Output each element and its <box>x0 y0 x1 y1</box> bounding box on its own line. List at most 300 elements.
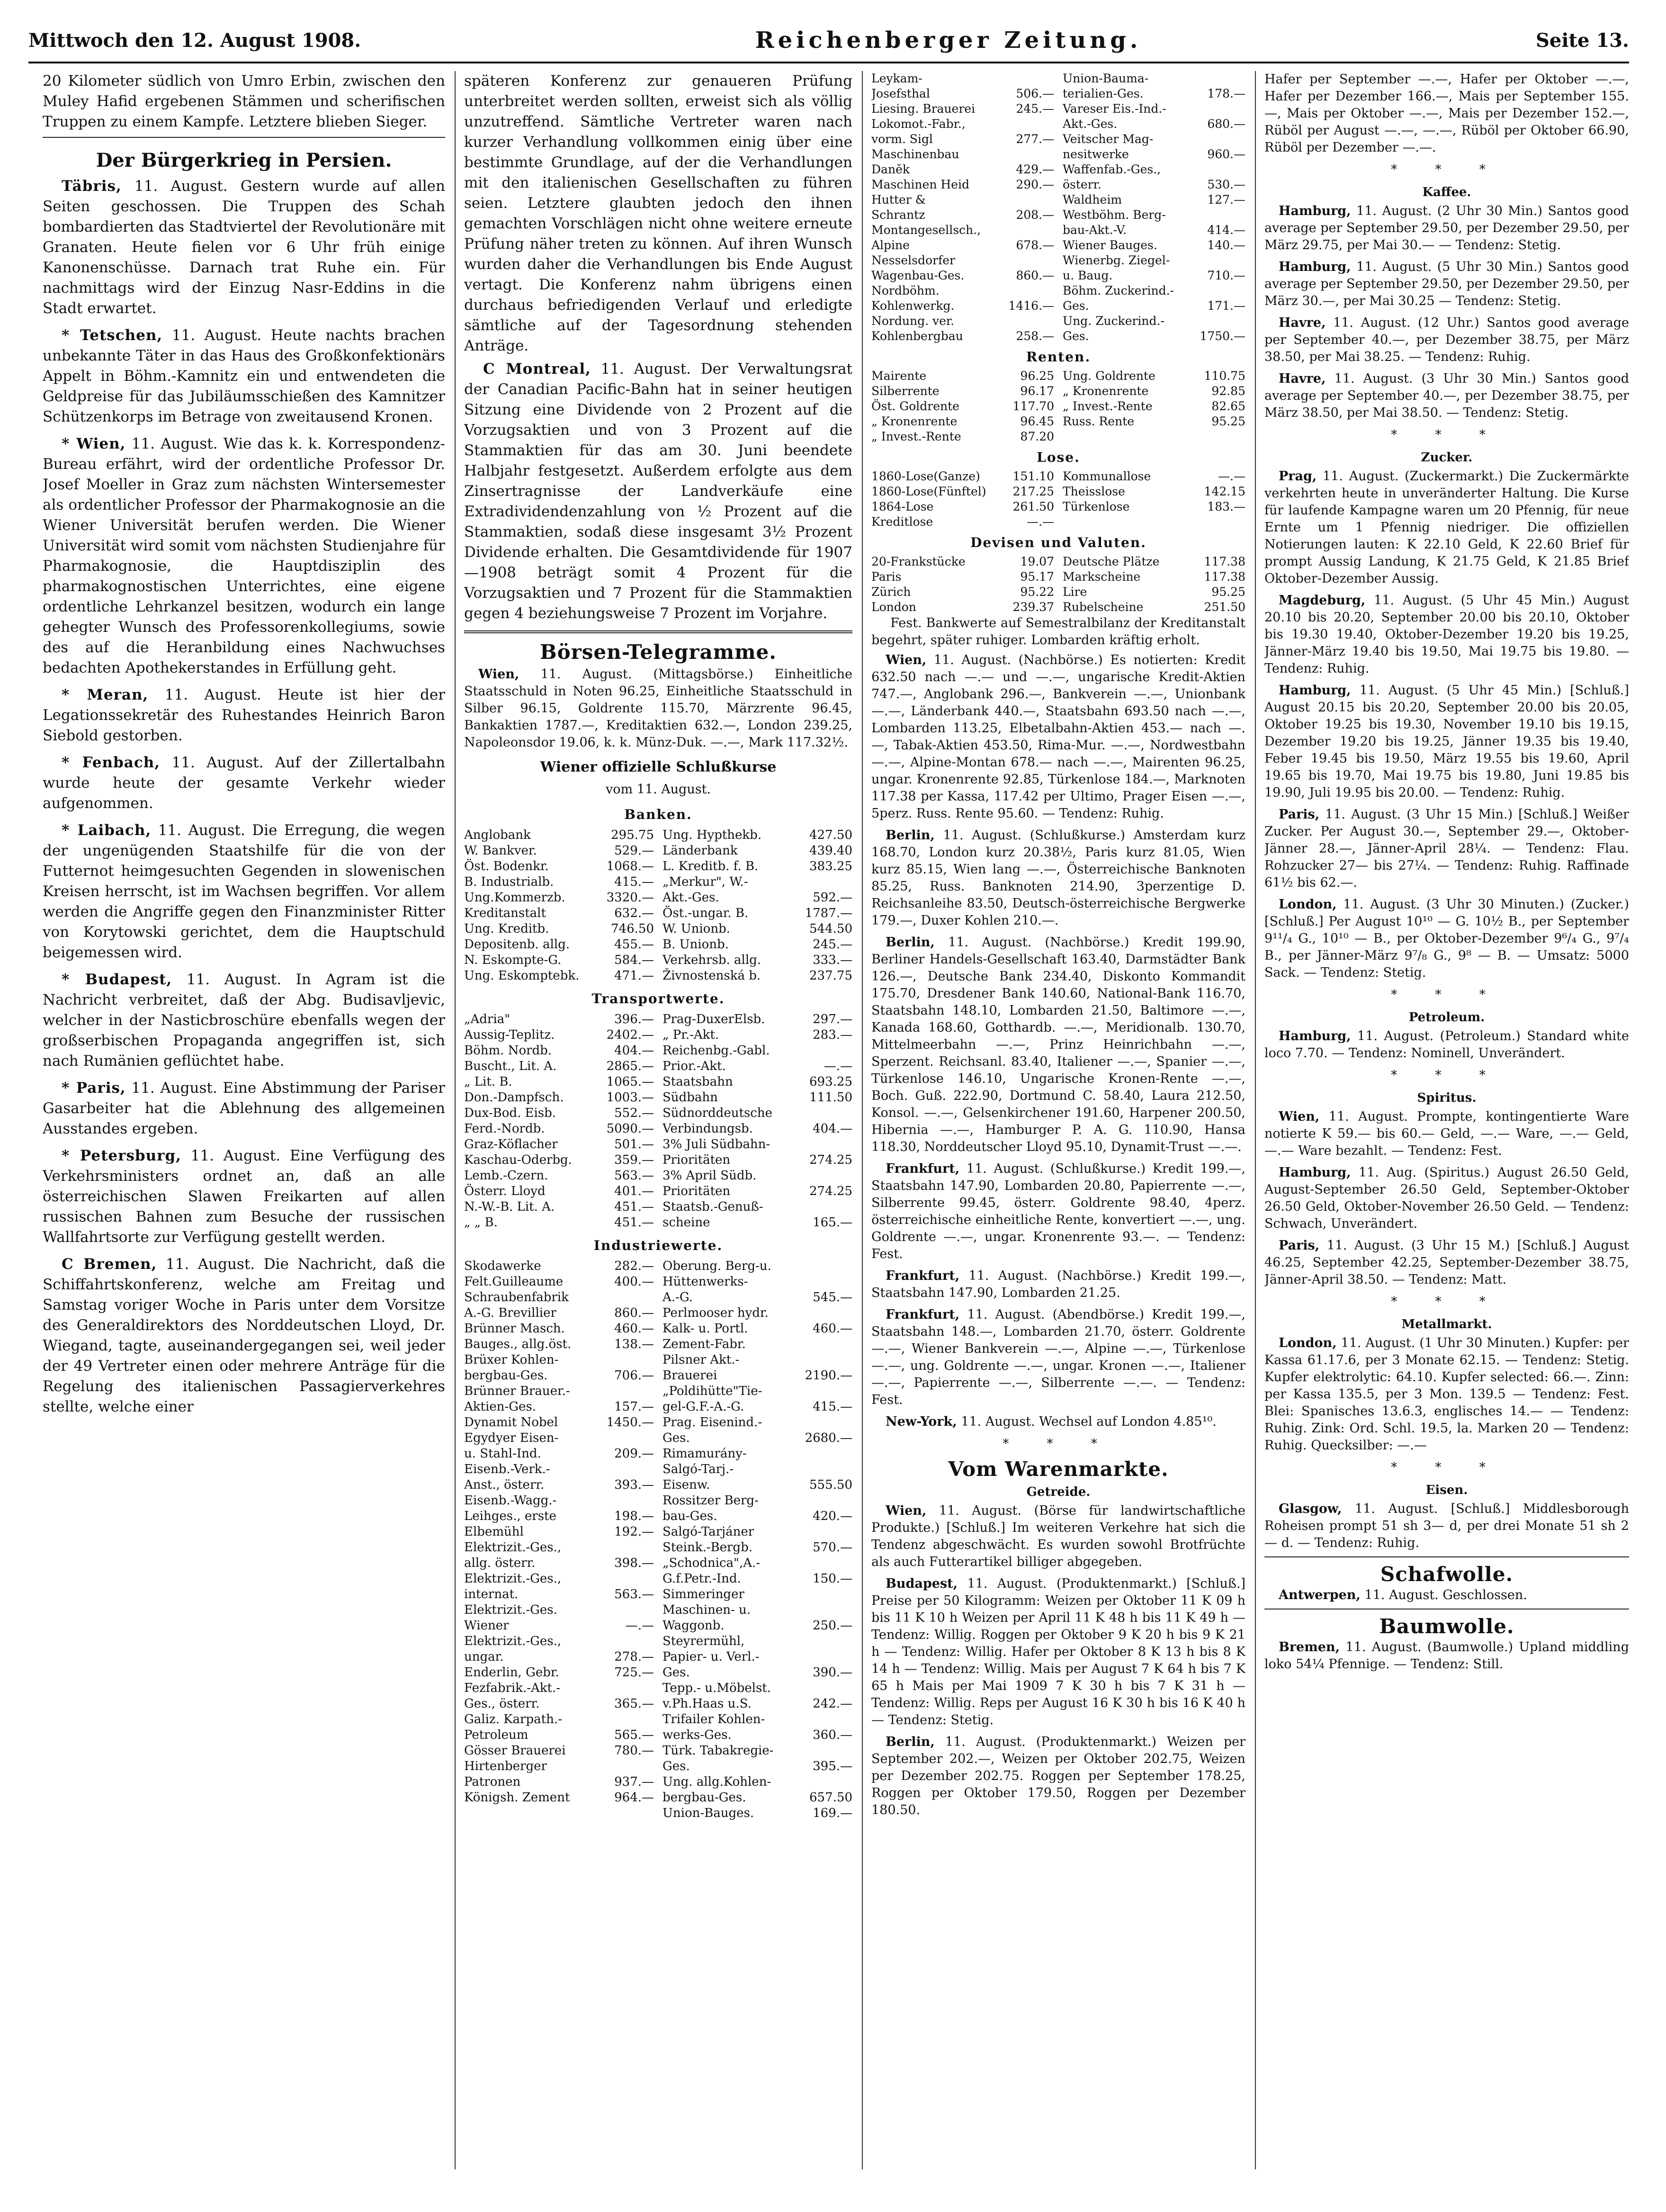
row-name: Ung. allg.Kohlen- <box>663 1775 771 1789</box>
row-name: Anst., österr. <box>464 1478 545 1492</box>
table-row <box>871 117 1054 132</box>
table-row <box>663 1618 852 1634</box>
row-value: 198.— <box>614 1509 654 1523</box>
divider <box>43 137 445 138</box>
report-text: 11. August. (5 Uhr 45 Min.) August 20.10 bis 20.20, September 20.00 bis 20.10, Oktober bis 19.30 19.40, Oktober-Dezember 19.20 bis 19.25, Jänner-März 19.40 bis 19.50, Mai 19.75 bis 19.80. — Tendenz: Ruhig. <box>1264 593 1629 676</box>
row-value: 365.— <box>614 1697 654 1711</box>
market-report <box>1264 1237 1629 1288</box>
row-name: Perlmooser hydr. <box>663 1306 769 1320</box>
row-name: G.f.Petr.-Ind. <box>663 1572 741 1586</box>
row-name: v.Ph.Haas u.S. <box>663 1697 752 1711</box>
row-value <box>850 1043 852 1059</box>
table-section: Devisen und Valuten. <box>970 535 1146 550</box>
row-name: terialien-Ges. <box>1063 87 1144 100</box>
table-row <box>464 859 654 874</box>
table-row <box>464 1415 654 1430</box>
row-value: 529.— <box>614 844 654 858</box>
row-value <box>651 1384 654 1399</box>
row-name: 3% Juli Südbahn- <box>663 1137 770 1151</box>
row-value: 545.— <box>813 1290 852 1304</box>
divider <box>1264 1609 1629 1610</box>
table-row <box>663 1446 852 1462</box>
table-row <box>464 1571 654 1587</box>
row-name: London <box>871 600 916 614</box>
table-row <box>871 283 1054 298</box>
row-value: 404.— <box>813 1122 852 1136</box>
market-reports <box>871 652 1245 1430</box>
table-row <box>871 399 1054 414</box>
row-name: Daněk <box>871 162 910 176</box>
row-name: Lemb.-Czern. <box>464 1169 548 1183</box>
row-value: 420.— <box>813 1509 852 1523</box>
row-name: Papier- u. Verl.- <box>663 1650 760 1664</box>
table-row <box>464 1462 654 1477</box>
table-row <box>464 890 654 906</box>
row-value <box>651 1462 654 1477</box>
row-value: 96.17 <box>1020 384 1054 398</box>
report-place: C Bremen, <box>62 1256 157 1273</box>
row-value: 746.50 <box>611 922 654 936</box>
row-value <box>651 1571 654 1587</box>
section-heading: Schafwolle. <box>1380 1563 1514 1586</box>
row-value: 87.20 <box>1020 430 1054 443</box>
row-value <box>1051 223 1054 238</box>
row-name: Silberrente <box>871 384 940 398</box>
report-text: 11. August. (Zuckermarkt.) Die Zuckermärkte verkehrten heute in unveränderter Haltung. Die Kurse für laufende Kampagne waren um 20 Pfennig, für neue Ernte um 1 Pfennig niedriger. Die offiziellen Notierungen lauten: K 22.10 Geld, K 22.60 Brief für prompt Aussig Landung, K 21.75 Geld, K 21.85 Brief Oktober-Dezember Aussig. <box>1264 469 1629 586</box>
column-rule <box>862 71 863 2169</box>
row-name: „ „ B. <box>464 1215 498 1230</box>
table-row <box>871 369 1054 384</box>
row-name: Türk. Tabakregie- <box>663 1744 774 1758</box>
row-name: Brünner Masch. <box>464 1322 565 1336</box>
row-name: „Poldihütte"Tie- <box>663 1384 762 1398</box>
row-name: „ Kronenrente <box>1063 384 1149 398</box>
table-row <box>663 1743 852 1759</box>
table-row <box>1063 314 1245 329</box>
row-value: 5090.— <box>606 1122 654 1136</box>
table-row <box>871 177 1054 192</box>
table-row <box>663 921 852 937</box>
table-row <box>1063 399 1245 414</box>
separator-stars: * * * <box>1391 428 1503 442</box>
report-place: * Paris, <box>62 1079 126 1097</box>
report-text: 11. August. (Nachbörse.) Kredit 199.—, Staatsbahn 147.90, Lombarden 21.25. <box>871 1268 1245 1300</box>
row-name: Prag. Eisenind.- <box>663 1415 762 1430</box>
row-name: Staatsb.-Genuß- <box>663 1200 763 1214</box>
row-value: 451.— <box>614 1215 654 1230</box>
row-value: 860.— <box>1016 269 1054 282</box>
report-place: Hamburg, <box>1279 1029 1351 1043</box>
table-row <box>663 1524 852 1540</box>
table-row <box>464 1774 654 1790</box>
table-row <box>464 1199 654 1215</box>
table-row <box>1063 71 1245 86</box>
row-value: 217.25 <box>1012 485 1054 498</box>
row-name: Waldheim <box>1063 193 1122 207</box>
table-row <box>871 253 1054 268</box>
row-value: 274.25 <box>809 1153 852 1167</box>
table-row <box>464 1384 654 1399</box>
row-name: Elbemühl <box>464 1525 524 1539</box>
subsection-heading: Getreide. <box>1026 1485 1091 1499</box>
report-place: Wien, <box>478 667 520 682</box>
row-name: Tepp.- u.Möbelst. <box>663 1681 771 1695</box>
table-row <box>663 968 852 984</box>
report-text: 11. August. Heute nachts brachen unbekannte Täter in das Haus des Großkonfektionärs Appelt in Böhm.-Kamnitz ein und entwendeten die Geldpreise für das Jubiläumsschießen des Kamnitzer Schützenkorps im Betrage von zweitausend Kronen. <box>43 327 445 425</box>
table-row <box>663 906 852 921</box>
row-value: 555.50 <box>809 1478 852 1492</box>
row-value <box>1243 207 1245 223</box>
table-row <box>871 329 1054 344</box>
row-value: 1416.— <box>1008 299 1054 313</box>
report-text: 11. August. Geschlossen. <box>1364 1588 1527 1602</box>
market-report <box>43 753 445 814</box>
market-report <box>464 666 852 751</box>
row-name: Hutter & <box>871 193 926 207</box>
row-name: Maschinen- u. <box>663 1603 751 1617</box>
row-value <box>850 1712 852 1727</box>
table-row <box>1063 600 1245 615</box>
table-row <box>464 1430 654 1446</box>
table-heading: Wiener offizielle Schlußkurse <box>540 759 777 775</box>
row-name: Kalk- u. Portl. <box>663 1322 748 1336</box>
row-name: Paris <box>871 570 902 584</box>
separator-stars: * * * <box>1391 1295 1503 1309</box>
table-row <box>871 469 1054 484</box>
table-row <box>464 1524 654 1540</box>
row-value: 333.— <box>813 953 852 967</box>
row-value <box>651 1352 654 1368</box>
report-text: 11. Aug. (Spiritus.) August 26.50 Geld, August-September 26.50 Geld, September-Oktober 26.50 Geld, Oktober-November 26.50 Geld. — Tendenz: Schwach, Unverändert. <box>1264 1165 1629 1231</box>
row-name: „ Pr.-Akt. <box>663 1028 719 1042</box>
market-report <box>1264 1501 1629 1552</box>
table-row <box>464 827 654 843</box>
row-value <box>850 1274 852 1290</box>
row-name: 1860-Lose(Ganze) <box>871 469 980 483</box>
subsection-heading: Spiritus. <box>1417 1091 1477 1105</box>
row-value: 171.— <box>1207 299 1245 313</box>
report-place: * Budapest, <box>62 971 172 988</box>
row-value <box>850 1602 852 1618</box>
table-row <box>1063 132 1245 147</box>
row-name: 1860-Lose(Fünftel) <box>871 485 986 498</box>
row-name: nesitwerke <box>1063 147 1129 161</box>
report-place: London, <box>1279 1336 1337 1350</box>
table-row <box>1063 414 1245 429</box>
table-row <box>871 600 1054 615</box>
table-row <box>663 843 852 859</box>
table-row <box>663 1571 852 1587</box>
row-value: 455.— <box>614 937 654 952</box>
row-value: 2190.— <box>805 1368 852 1383</box>
row-name: Reichenbg.-Gabl. <box>663 1043 770 1058</box>
row-value <box>1243 162 1245 177</box>
row-name: Öst. Goldrente <box>871 399 959 413</box>
row-value: 127.— <box>1207 193 1245 207</box>
report-text: 11. August. Wechsel auf London 4.85¹⁰. <box>961 1414 1217 1429</box>
row-name: Elektrizit.-Ges. <box>464 1603 557 1617</box>
row-name: A.-G. <box>663 1290 693 1304</box>
row-name: Anglobank <box>464 828 531 842</box>
table-row <box>871 101 1054 117</box>
table-row <box>663 1043 852 1059</box>
row-name: Simmeringer <box>663 1587 744 1601</box>
report-place: New-York, <box>886 1414 957 1429</box>
row-name: Skodawerke <box>464 1259 541 1273</box>
row-name: ungar. <box>464 1650 504 1664</box>
row-value <box>850 1137 852 1152</box>
row-value <box>850 1524 852 1540</box>
row-name: Petroleum <box>464 1728 528 1742</box>
report-text: 11. August. (Abendbörse.) Kredit 199.—, Staatsbahn 148.—, Lombarden 21.70, österr. Goldrente —.—, Wiener Bankverein —.—, Alpine —.—, Türkenlose —.—, ung. Goldrente —.—, ungar. Kronen —.—, Italiener —.—, Papierrente —.—, Silberrente —.—. — Tendenz: Fest. <box>871 1307 1245 1407</box>
table-row <box>871 384 1054 399</box>
table-row <box>464 1027 654 1043</box>
table-row <box>871 147 1054 162</box>
column-rule <box>1255 71 1256 2169</box>
row-name: Kohlenbergbau <box>871 329 963 343</box>
row-name: A.-G. Brevillier <box>464 1306 556 1320</box>
row-value: 393.— <box>614 1478 654 1492</box>
row-name: Brüxer Kohlen- <box>464 1353 559 1367</box>
table-row <box>663 1509 852 1524</box>
market-report <box>43 1146 445 1248</box>
row-name: Bauges., allg.öst. <box>464 1337 572 1351</box>
row-value: 678.— <box>1016 238 1054 252</box>
table-row <box>1063 329 1245 344</box>
row-name: Alpine <box>871 238 910 252</box>
table-row <box>464 1634 654 1649</box>
row-value <box>850 1305 852 1321</box>
row-name: Maschinen Heid <box>871 178 969 191</box>
table-row <box>663 1305 852 1321</box>
row-name: Leykam- <box>871 72 923 85</box>
row-value: 165.— <box>813 1215 852 1230</box>
market-report <box>1264 259 1629 310</box>
report-place: Prag, <box>1279 469 1317 484</box>
row-name: Russ. Rente <box>1063 414 1135 428</box>
market-report <box>1264 896 1629 981</box>
report-text: 11. August. (12 Uhr.) Santos good average per September 40.—, per Dezember 38.75, per März 38.50, per Mai 38.25. — Tendenz: Ruhig. <box>1264 315 1629 364</box>
row-name: Kreditanstalt <box>464 906 546 920</box>
row-value: 414.— <box>1207 223 1245 237</box>
row-name: Steink.-Bergb. <box>663 1540 752 1555</box>
table-row <box>464 1274 654 1290</box>
table-row <box>464 1168 654 1184</box>
row-value: 383.25 <box>809 859 852 873</box>
row-value: 297.— <box>813 1012 852 1026</box>
table-row <box>464 1509 654 1524</box>
row-name: B. Industrialb. <box>464 875 554 889</box>
row-name: Hüttenwerks- <box>663 1275 748 1289</box>
table-row <box>871 223 1054 238</box>
row-name: Fezfabrik.-Akt.- <box>464 1681 561 1695</box>
row-value <box>1243 314 1245 329</box>
report-place: Hamburg, <box>1279 683 1351 698</box>
table-row <box>464 968 654 984</box>
row-value <box>1243 71 1245 86</box>
column-rule <box>455 71 456 2169</box>
table-row <box>663 1106 852 1121</box>
row-value: —.— <box>824 1059 852 1073</box>
row-name: Böhm. Nordb. <box>464 1043 552 1058</box>
row-name: Türkenlose <box>1063 500 1130 513</box>
table-row <box>464 1649 654 1665</box>
row-name: Rimamurány- <box>663 1447 747 1461</box>
row-name: Ung.Kommerzb. <box>464 890 565 905</box>
table-row <box>464 1493 654 1509</box>
row-value <box>850 1199 852 1215</box>
row-name: Wagenbau-Ges. <box>871 269 965 282</box>
table-row <box>464 1602 654 1618</box>
row-value: 140.— <box>1207 238 1245 252</box>
market-report <box>1264 682 1629 801</box>
table-row <box>663 1027 852 1043</box>
row-value <box>1243 101 1245 117</box>
report-text: 11. August. (Produktenmarkt.) [Schluß.] Preise per 50 Kilogramm: Weizen per Oktober 11 K 09 h bis 11 K 10 h Weizen per April 11 K 48 h bis 11 K 49 h — Tendenz: Willig. Roggen per Oktober 9 K 20 h bis 9 K 21 h — Tendenz: Willig. Hafer per Oktober 8 K 13 h bis 8 K 14 h — Tendenz: Willig. Mais per August 7 K 64 h bis 7 K 65 h Mais per Mai 1909 7 K 30 h bis 7 K 31 h — Tendenz: Willig. Reps per August 16 K 30 h bis 16 K 40 h — Tendenz: Stetig. <box>871 1576 1245 1727</box>
row-name: u. Stahl-Ind. <box>464 1447 541 1461</box>
row-value: 710.— <box>1207 269 1245 282</box>
table-row <box>663 1215 852 1231</box>
row-value: 245.— <box>1016 102 1054 116</box>
row-name: Dux-Bod. Eisb. <box>464 1106 556 1120</box>
row-name: Elektrizit.-Ges., <box>464 1634 562 1648</box>
report-text: 11. August. (3 Uhr 15 Min.) [Schluß.] Weißer Zucker. Per August 30.—, September 29.—, Oktober-Jänner 28.—, Jänner-April 28¼. — Tendenz: Flau. Rohzucker 27— bis 27¼. — Tendenz: Ruhig. Raffinade 61½ bis 62.—. <box>1264 807 1629 890</box>
table-row <box>1063 484 1245 499</box>
row-value: 390.— <box>813 1665 852 1680</box>
table-row <box>464 1121 654 1137</box>
row-name: Pilsner Akt.- <box>663 1353 740 1367</box>
table-row <box>464 1556 654 1571</box>
row-value <box>850 1384 852 1399</box>
row-value: 95.17 <box>1020 570 1054 584</box>
row-name: Südnorddeutsche <box>663 1106 772 1120</box>
row-value <box>1243 283 1245 298</box>
report-place: * Wien, <box>62 435 126 452</box>
table-row <box>1063 569 1245 584</box>
row-name: „ Invest.-Rente <box>871 430 961 443</box>
report-place: * Petersburg, <box>62 1147 181 1164</box>
row-value: 258.— <box>1016 329 1054 343</box>
row-name: Salgó-Tarj.- <box>663 1462 734 1476</box>
row-value: 239.37 <box>1012 600 1054 614</box>
report-place: Antwerpen, <box>1279 1588 1361 1602</box>
row-value: 183.— <box>1207 500 1245 513</box>
row-value: 570.— <box>813 1540 852 1555</box>
row-value <box>1243 132 1245 147</box>
table-row <box>663 1712 852 1727</box>
table-row <box>464 1290 654 1305</box>
table-row <box>464 1043 654 1059</box>
row-value: 937.— <box>614 1775 654 1789</box>
row-value: 1750.— <box>1200 329 1245 343</box>
row-name: vorm. Sigl <box>871 132 933 146</box>
row-value <box>1051 283 1054 298</box>
table-row <box>663 1727 852 1743</box>
row-name: Salgó-Tarjáner <box>663 1525 754 1539</box>
row-name: österr. <box>1063 178 1102 191</box>
report-place: Havre, <box>1279 371 1326 386</box>
article-continuation: späteren Konferenz zur genaueren Prüfung unterbreitet werden sollten, erweist sich als völlig unzutreffend. Sämtliche Vertreter waren nach kurzer Verhandlung vollkommen einig über eine bestimmte Grundlage, auf der die Verhandlungen mit den italienischen Gesellschaften zu führen seien. Letztere glaubten jedoch den ihnen gemachten Vorschlägen nicht ohne weitere erneute Prüfung näher treten zu können. Auf ihren Wunsch wurden daher die Verhandlungen bis Ende August vertagt. Die Konferenz nahm übrigens einen durchaus befriedigenden Verlauf und erledigte sämtliche auf der Tagesordnung stehenden Anträge. <box>464 72 852 354</box>
table-row <box>871 132 1054 147</box>
table-row <box>663 1634 852 1649</box>
row-name: Theisslose <box>1063 485 1125 498</box>
table-row <box>464 1477 654 1493</box>
market-report <box>1264 1587 1629 1604</box>
table-row <box>663 1290 852 1305</box>
row-value <box>1051 314 1054 329</box>
row-name: Felt.Guilleaume <box>464 1275 564 1289</box>
table-row <box>1063 253 1245 268</box>
report-text: 11. August. Auf der Zillertalbahn wurde heute der gesamte Verkehr wieder aufgenommen. <box>43 754 445 812</box>
row-value: 429.— <box>1016 162 1054 176</box>
separator-stars: * * * <box>1391 162 1503 177</box>
row-value: —.— <box>1218 469 1245 483</box>
row-value <box>850 1259 852 1274</box>
report-text: 11. August. (Nachbörse.) Kredit 199.90, Berliner Handels-Gesellschaft 163.40, Darmstädter Bank 126.—, Deutsche Bank 234.40, Diskonto Kommandit 175.70, Dresdener Bank 140.60, National-Bank 116.70, Staatsbahn 148.10, Lombarden 21.50, Baltimore —.—, Kanada 168.60, Gotthardb. —.—, Meridionalb. 130.70, Mittelmeerbahn —.—, Prinz Heinrichbahn —.—, Sperzent. Reichsanl. 83.40, Italiener —.—, Spanier —.—, Türkenlose 146.10, Ungarische Kronen-Rente —.—, Boch. Guß. 222.90, Dortmund C. 58.40, Laura 212.50, Konsol. —.—, Gelsenkirchener 191.60, Harpener 200.50, Hibernia —.—, Hamburger P. A. G. 110.90, Hansa 118.30, Norddeutscher Lloyd 95.10, Dynamit-Trust —.—. <box>871 935 1245 1154</box>
report-place: Wien, <box>886 653 927 667</box>
market-report <box>43 1078 445 1139</box>
row-value: 584.— <box>614 953 654 967</box>
row-name: Königsh. Zement <box>464 1790 570 1805</box>
table-section: Lose. <box>1037 450 1080 465</box>
table-row <box>663 1184 852 1199</box>
market-report <box>1264 203 1629 254</box>
row-value <box>850 874 852 890</box>
row-name: Akt.-Ges. <box>1063 117 1118 131</box>
report-place: London, <box>1279 897 1337 912</box>
table-row <box>1063 268 1245 283</box>
row-value: 544.50 <box>809 922 852 936</box>
table-row <box>464 1106 654 1121</box>
report-place: Berlin, <box>886 828 935 843</box>
row-value: 530.— <box>1207 178 1245 191</box>
row-name: Josefsthal <box>871 87 930 100</box>
row-value: 261.50 <box>1012 500 1054 513</box>
report-place: Havre, <box>1279 315 1326 330</box>
report-place: Frankfurt, <box>886 1161 960 1176</box>
row-value: 157.— <box>614 1400 654 1414</box>
report-text: 11. August. (3 Uhr 15 M.) [Schluß.] August 46.25, September 42.25, September-Dezember 38.75, Jänner-April 38.50. — Tendenz: Matt. <box>1264 1238 1629 1287</box>
row-name: Deutsche Plätze <box>1063 555 1160 568</box>
row-name: „Schodnica",A.- <box>663 1556 761 1570</box>
row-name: Ferd.-Nordb. <box>464 1122 545 1136</box>
table-row <box>871 86 1054 101</box>
table-row <box>1063 283 1245 298</box>
row-name: Ges. <box>663 1431 690 1445</box>
market-report <box>1264 1639 1629 1673</box>
report-text: 11. August. (Petroleum.) Standard white loco 7.70. — Tendenz: Nominell, Unverändert. <box>1264 1029 1629 1061</box>
row-value: 117.38 <box>1204 555 1245 568</box>
row-name: Prag-DuxerElsb. <box>663 1012 765 1026</box>
table-row <box>663 1074 852 1090</box>
row-value: 552.— <box>614 1106 654 1120</box>
row-name: Ges. <box>663 1665 690 1680</box>
market-note: Fest. Bankwerte auf Semestralbilanz der Kreditanstalt begehrt, später ruhiger. Lombarden kräftig erholt. <box>871 616 1245 647</box>
row-value <box>1051 192 1054 207</box>
row-name: 20-Frankstücke <box>871 555 966 568</box>
row-value <box>850 1681 852 1696</box>
devisen-table <box>871 554 1245 615</box>
table-row <box>663 1090 852 1106</box>
report-text: 11. August. Eine Verfügung des Verkehrsministers ordnet an, daß an alle österreichischen Slawen Freikarten auf allen russischen Bahnen zum Besuche der russischen Wallfahrtsorte zur Verfügung gestellt werden. <box>43 1147 445 1246</box>
market-report <box>1264 1028 1629 1062</box>
row-value: 460.— <box>813 1322 852 1336</box>
row-name: „ Kronenrente <box>871 414 958 428</box>
row-value: 96.25 <box>1020 369 1054 383</box>
row-value: 295.75 <box>611 828 654 842</box>
row-value: 250.— <box>813 1619 852 1633</box>
row-value: 563.— <box>614 1169 654 1183</box>
